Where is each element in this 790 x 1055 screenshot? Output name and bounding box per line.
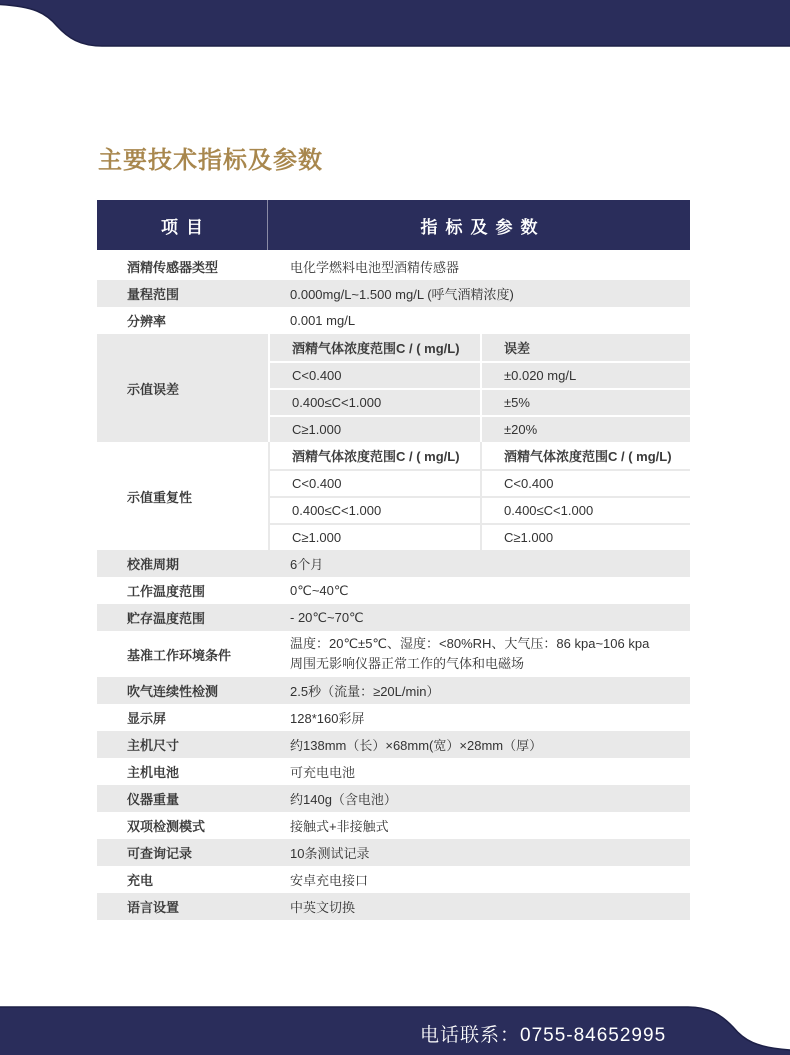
- row-label: 仪器重量: [127, 792, 180, 807]
- row-label: 校准周期: [127, 557, 180, 572]
- subcell-value: C≥1.000: [480, 525, 690, 550]
- table-header: [97, 200, 690, 250]
- row-value: 接触式+非接触式: [290, 819, 389, 834]
- row-label: 工作温度范围: [127, 584, 206, 599]
- row-label: 可查询记录: [127, 846, 193, 861]
- subcell-value: 误差: [480, 334, 690, 361]
- row-value: 128*160彩屏: [290, 711, 365, 726]
- row-value: 安卓充电接口: [290, 873, 369, 888]
- group-subrow: [270, 496, 690, 523]
- subcell-value: C<0.400: [480, 471, 690, 496]
- table-row-group: [97, 334, 690, 442]
- row-label: 语言设置: [127, 900, 180, 915]
- header-cell-spec: 指标及参数: [420, 217, 546, 237]
- spec-table: [97, 200, 690, 920]
- env-line-2: 周围无影响仪器正常工作的气体和电磁场: [290, 656, 525, 671]
- subcell-value: 酒精气体浓度范围C / ( mg/L): [480, 442, 690, 469]
- row-label: 双项检测模式: [127, 819, 206, 834]
- bottom-wave-decoration: [0, 1005, 790, 1055]
- row-value: 电化学燃料电池型酒精传感器: [290, 260, 460, 275]
- subcell-value: ±0.020 mg/L: [480, 363, 690, 388]
- table-row: [97, 550, 690, 577]
- page-title: 主要技术指标及参数: [98, 147, 323, 174]
- header-cell-item: 项目: [97, 200, 268, 250]
- group-subrow: [270, 442, 690, 469]
- table-row: [97, 866, 690, 893]
- table-row: [97, 280, 690, 307]
- phone-contact: 电话联系：0755-84652995: [420, 1025, 667, 1046]
- subcell-value: ±20%: [480, 417, 690, 442]
- table-row: [97, 631, 690, 677]
- group-subrow: [270, 361, 690, 388]
- table-row: [97, 839, 690, 866]
- group-subrow: [270, 469, 690, 496]
- table-row: [97, 604, 690, 631]
- subcell-range: C<0.400: [292, 476, 342, 491]
- subcell-range: C<0.400: [292, 368, 342, 383]
- table-row: [97, 253, 690, 280]
- env-line-1: 温度：20℃±5℃、湿度：<80%RH、大气压：86 kpa~106 kpa: [290, 636, 650, 651]
- row-label: 分辨率: [127, 314, 167, 329]
- subcell-value: ±5%: [480, 390, 690, 415]
- table-row: [97, 307, 690, 334]
- row-value: 6个月: [290, 557, 324, 572]
- row-label: 贮存温度范围: [127, 611, 206, 626]
- row-label: 吹气连续性检测: [127, 684, 219, 699]
- subcell-range: 酒精气体浓度范围C / ( mg/L): [292, 449, 460, 464]
- table-row-group: [97, 442, 690, 550]
- row-label: 示值重复性: [127, 489, 193, 505]
- subcell-value: 0.400≤C<1.000: [480, 498, 690, 523]
- row-label: 量程范围: [127, 287, 180, 302]
- row-label: 酒精传感器类型: [127, 260, 219, 275]
- row-value: 2.5秒（流量：≥20L/min）: [290, 684, 440, 699]
- group-subrow: [270, 388, 690, 415]
- table-row: [97, 677, 690, 704]
- row-value: - 20℃~70℃: [290, 609, 364, 625]
- row-label: 主机电池: [127, 765, 180, 780]
- group-subrow: [270, 334, 690, 361]
- subcell-range: 酒精气体浓度范围C / ( mg/L): [292, 341, 460, 356]
- table-row: [97, 704, 690, 731]
- row-label: 示值误差: [127, 381, 180, 397]
- group-subrow: [270, 523, 690, 550]
- row-value: [268, 631, 690, 677]
- table-row: [97, 893, 690, 920]
- row-label: 基准工作环境条件: [127, 647, 232, 663]
- table-row: [97, 731, 690, 758]
- subcell-range: 0.400≤C<1.000: [292, 395, 382, 410]
- row-value: 0℃~40℃: [290, 582, 349, 598]
- row-value: 中英文切换: [290, 900, 356, 915]
- row-value: 0.001 mg/L: [290, 313, 356, 328]
- row-value: 约140g（含电池）: [290, 792, 397, 807]
- subcell-range: C≥1.000: [292, 422, 342, 437]
- group-subrow: [270, 415, 690, 442]
- row-label: 主机尺寸: [127, 738, 180, 753]
- subtable: [268, 334, 690, 442]
- row-label: 显示屏: [127, 711, 167, 726]
- table-row: [97, 785, 690, 812]
- top-wave-decoration: [0, 0, 790, 50]
- subtable: [268, 442, 690, 550]
- subcell-range: 0.400≤C<1.000: [292, 503, 382, 518]
- table-row: [97, 812, 690, 839]
- table-row: [97, 758, 690, 785]
- row-value: 10条测试记录: [290, 846, 370, 861]
- row-value: 可充电电池: [290, 765, 356, 780]
- row-value: 0.000mg/L~1.500 mg/L (呼气酒精浓度): [290, 287, 514, 302]
- row-value: 约138mm（长）×68mm(宽）×28mm（厚）: [290, 738, 543, 753]
- table-row: [97, 577, 690, 604]
- row-label: 充电: [127, 873, 154, 888]
- subcell-range: C≥1.000: [292, 530, 342, 545]
